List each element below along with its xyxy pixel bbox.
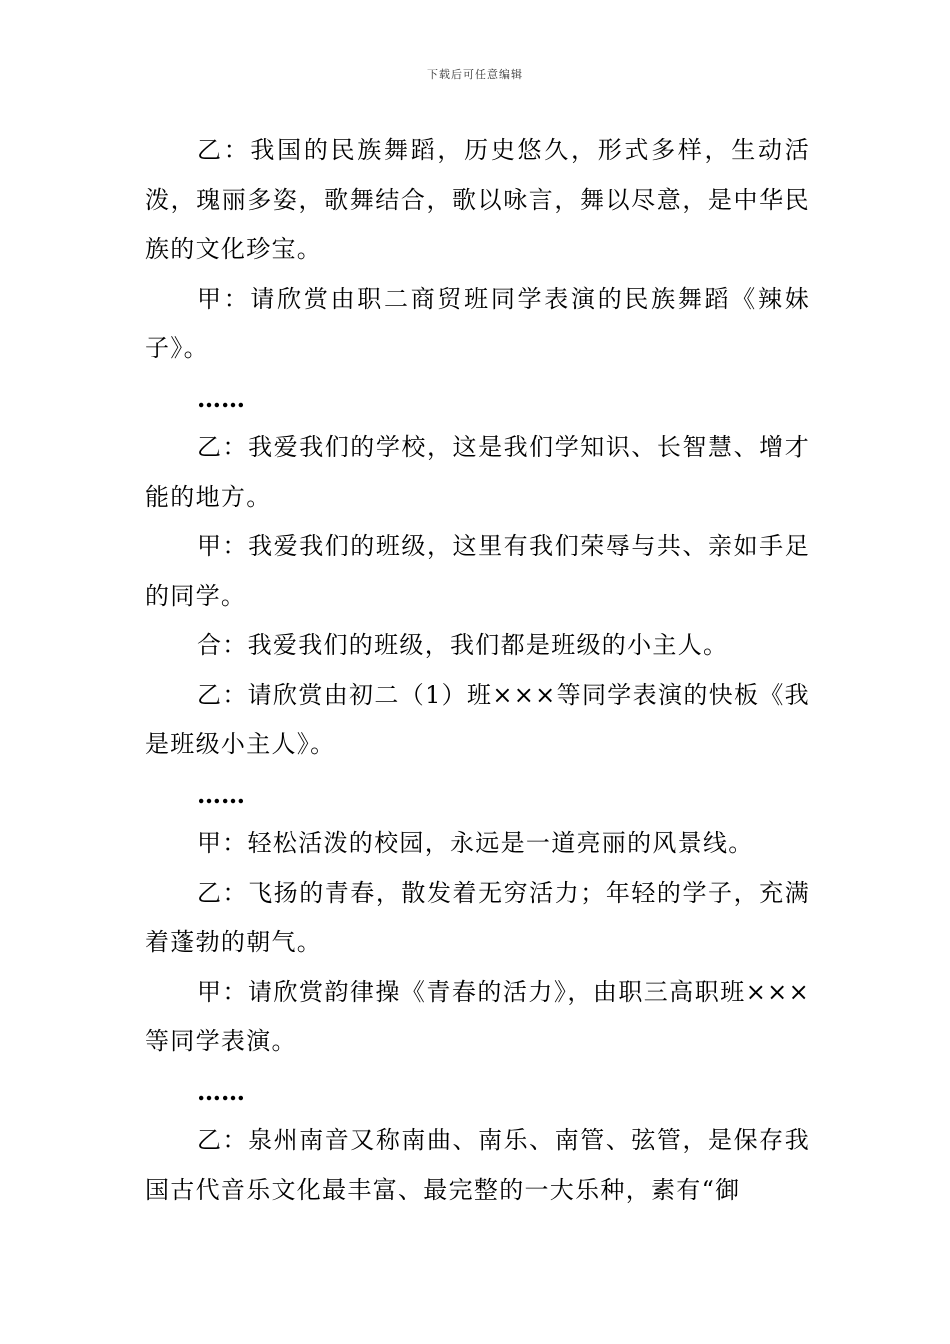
- paragraph: 乙：泉州南音又称南曲、南乐、南管、弦管，是保存我国古代音乐文化最丰富、最完整的一大乐种，素有“御: [145, 1126, 810, 1204]
- paragraph: 甲：轻松活泼的校园，永远是一道亮丽的风景线。: [197, 829, 754, 857]
- paragraph: 乙：飞扬的青春，散发着无穷活力；年轻的学子，充满着蓬勃的朝气。: [145, 878, 810, 956]
- paragraph: 乙：我国的民族舞蹈，历史悠久，形式多样，生动活泼，瑰丽多姿，歌舞结合，歌以咏言，舞以尽意，是中华民族的文化珍宝。: [145, 136, 810, 263]
- paragraph: 乙：我爱我们的学校，这是我们学知识、长智慧、增才能的地方。: [145, 433, 810, 511]
- paragraph: 合：我爱我们的班级，我们都是班级的小主人。: [197, 631, 729, 659]
- paragraph: 乙：请欣赏由初二（1）班×××等同学表演的快板《我是班级小主人》。: [145, 680, 810, 758]
- document-body: [145, 126, 810, 1215]
- page-header: 下载后可任意编辑: [427, 68, 523, 81]
- paragraph: 甲：请欣赏韵律操《青春的活力》，由职三高职班×××等同学表演。: [145, 977, 810, 1055]
- ellipsis: ……: [197, 383, 245, 413]
- ellipsis: ……: [197, 779, 245, 809]
- paragraph: 甲：我爱我们的班级，这里有我们荣辱与共、亲如手足的同学。: [145, 532, 810, 610]
- paragraph: 甲：请欣赏由职二商贸班同学表演的民族舞蹈《辣妹子》。: [145, 284, 810, 362]
- ellipsis: ……: [197, 1076, 245, 1106]
